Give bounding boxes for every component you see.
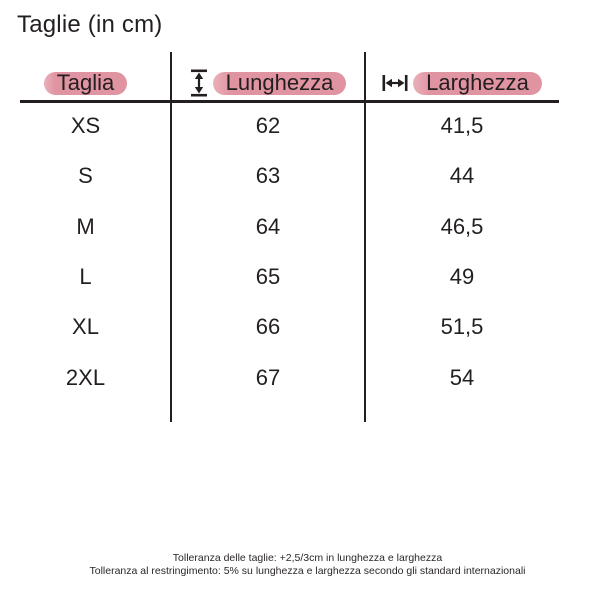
length-cell: 66 <box>255 314 281 339</box>
width-cell: 41,5 <box>440 113 484 138</box>
length-cell: 63 <box>255 163 281 188</box>
tolerance-note-line1: Tolleranza delle taglie: +2,5/3cm in lunghezza e larghezza <box>172 552 443 564</box>
width-cell: 49 <box>449 264 475 289</box>
table-row <box>0 202 559 252</box>
size-cell: 2XL <box>65 365 106 390</box>
size-cell: S <box>78 163 93 188</box>
taglia-header-pill: Taglia <box>44 72 127 95</box>
larghezza-header-pill: Larghezza <box>413 72 542 95</box>
length-cell: 62 <box>255 113 281 138</box>
width-cell: 46,5 <box>440 214 484 239</box>
table-row <box>0 302 559 352</box>
size-cell: M <box>76 214 95 239</box>
lunghezza-header-pill: Lunghezza <box>213 72 347 95</box>
tolerance-note-line2: Tolleranza al restringimento: 5% su lunghezza e larghezza secondo gli standard internazionali <box>89 565 526 578</box>
width-arrow-icon <box>382 74 408 92</box>
header-cell-larghezza <box>365 66 559 100</box>
size-cell: L <box>79 264 92 289</box>
width-cell: 54 <box>449 365 475 390</box>
table-header-row <box>0 66 559 100</box>
table-row <box>0 252 559 302</box>
header-cell-taglia <box>0 66 171 100</box>
header-cell-lunghezza <box>171 66 365 100</box>
width-cell: 44 <box>449 163 475 188</box>
page-title: Taglie (in cm) <box>17 11 163 38</box>
size-cell: XS <box>70 113 101 138</box>
width-cell: 51,5 <box>440 314 484 339</box>
height-arrow-icon <box>190 69 208 97</box>
table-row <box>0 151 559 201</box>
size-cell: XL <box>72 314 99 339</box>
table-row <box>0 353 559 403</box>
tolerance-notes <box>0 552 615 578</box>
table-row <box>0 101 559 151</box>
length-cell: 65 <box>255 264 281 289</box>
length-cell: 64 <box>255 214 281 239</box>
length-cell: 67 <box>255 365 281 390</box>
